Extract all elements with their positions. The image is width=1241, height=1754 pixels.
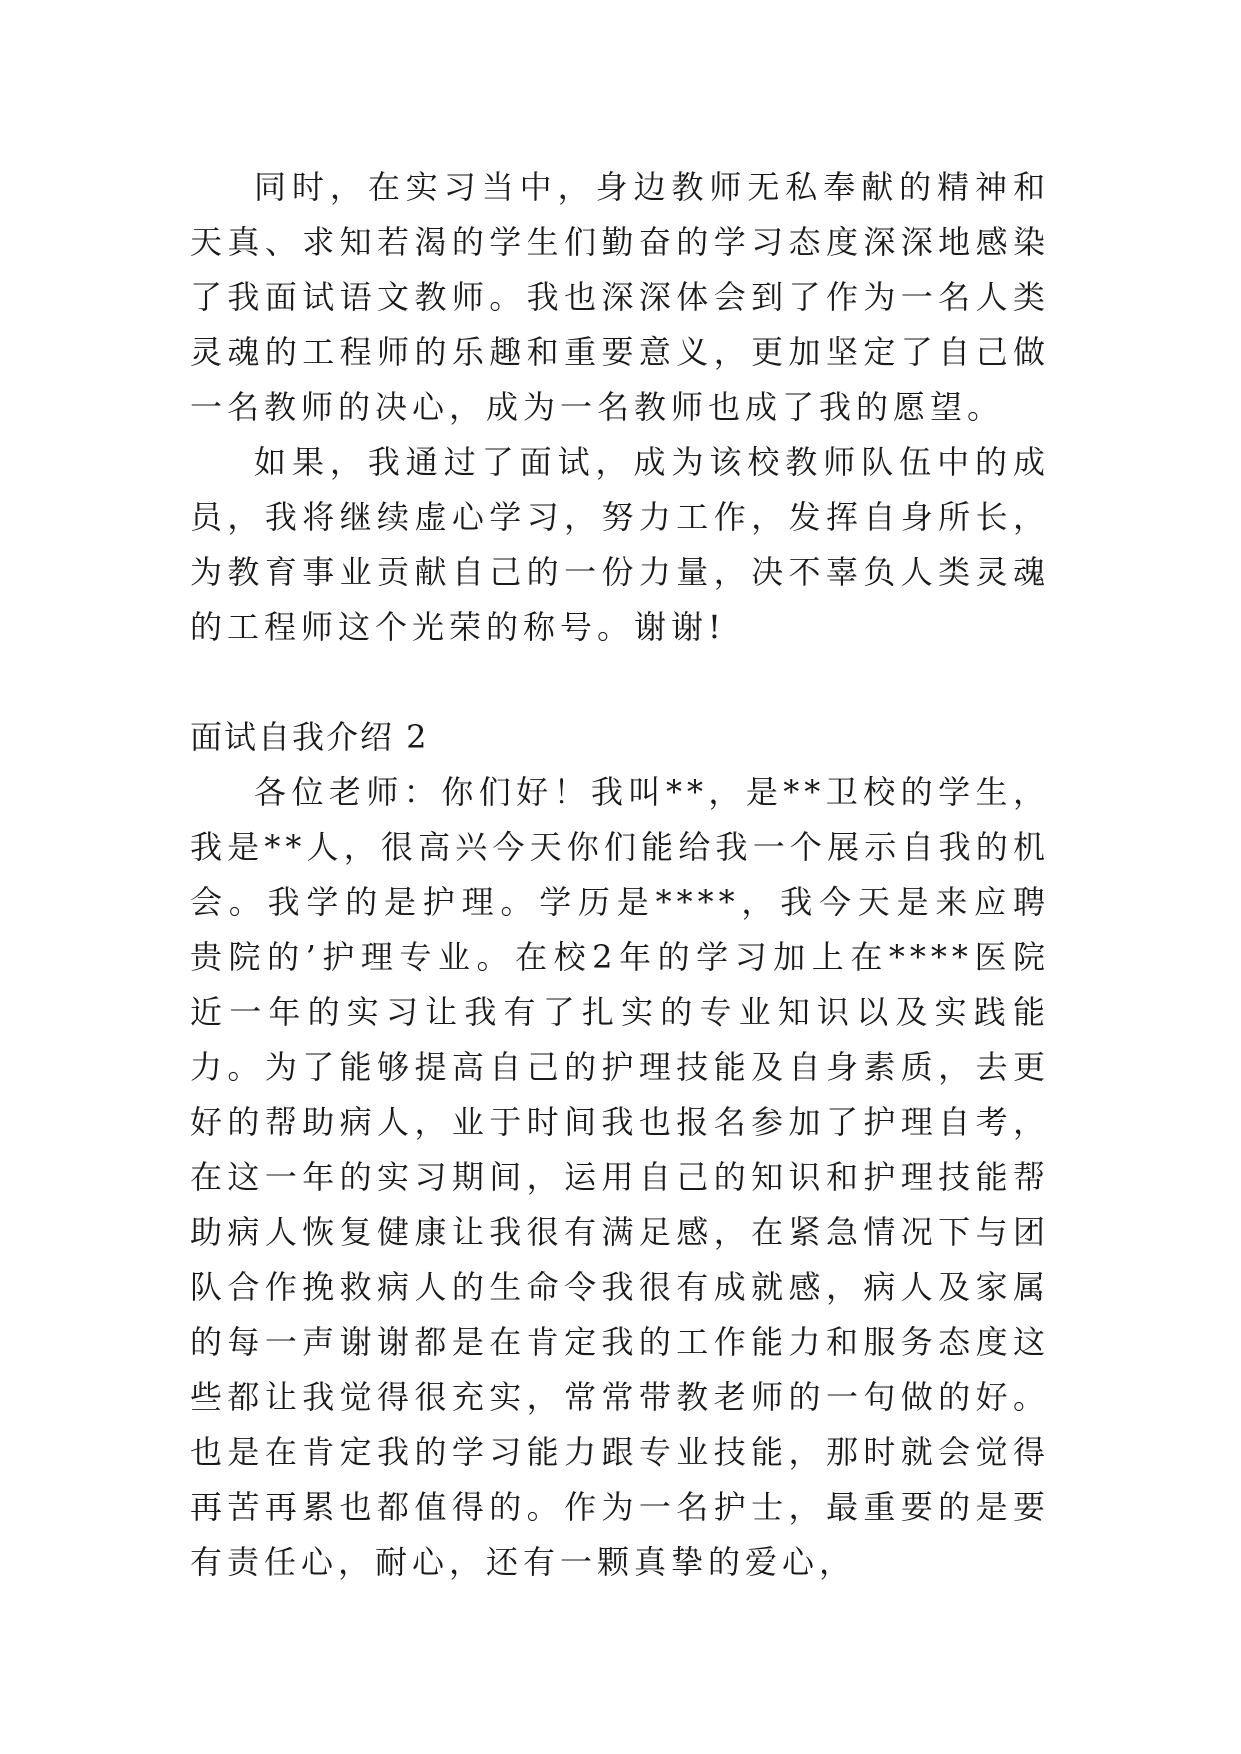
paragraph-closing-thanks: 如果，我通过了面试，成为该校教师队伍中的成员，我将继续虚心学习，努力工作，发挥自身所长，为教育事业贡献自己的一份力量，决不辜负人类灵魂的工程师这个光荣的称号。谢谢! — [190, 443, 1050, 646]
paragraph-self-introduction: 各位老师：你们好！我叫**，是**卫校的学生，我是**人，很高兴今天你们能给我一个展示自我的机会。我学的是护理。学历是****，我今天是来应聘贵院的’护理专业。在校2年的学习加上在****医院近一年的实习让我有了扎实的专业知识以及实践能力。为了能够提高自己的护理技能及自身素质，去更好的帮助病人，业于时间我也报名参加了护理自考，在这一年的实习期间，运用自己的知识和护理技能帮助病人恢复健康让我很有满足感，在紧急情况下与团队合作挽救病人的生命令我很有成就感，病人及家属的每一声谢谢都是在肯定我的工作能力和服务态度这些都让我觉得很充实，常常带教老师的一句做的好。也是在肯定我的学习能力跟专业技能，那时就会觉得再苦再累也都值得的。作为一名护士，最重要的是要有责任心，耐心，还有一颗真挚的爱心， — [190, 773, 1050, 1581]
section-heading: 面试自我介绍 2 — [190, 718, 429, 756]
paragraph-internship-reflection: 同时，在实习当中，身边教师无私奉献的精神和天真、求知若渴的学生们勤奋的学习态度深深地感染了我面试语文教师。我也深深体会到了作为一名人类灵魂的工程师的乐趣和重要意义，更加坚定了自己做一名教师的决心，成为一名教师也成了我的愿望。 — [190, 168, 1050, 426]
document-body — [190, 160, 1050, 1590]
